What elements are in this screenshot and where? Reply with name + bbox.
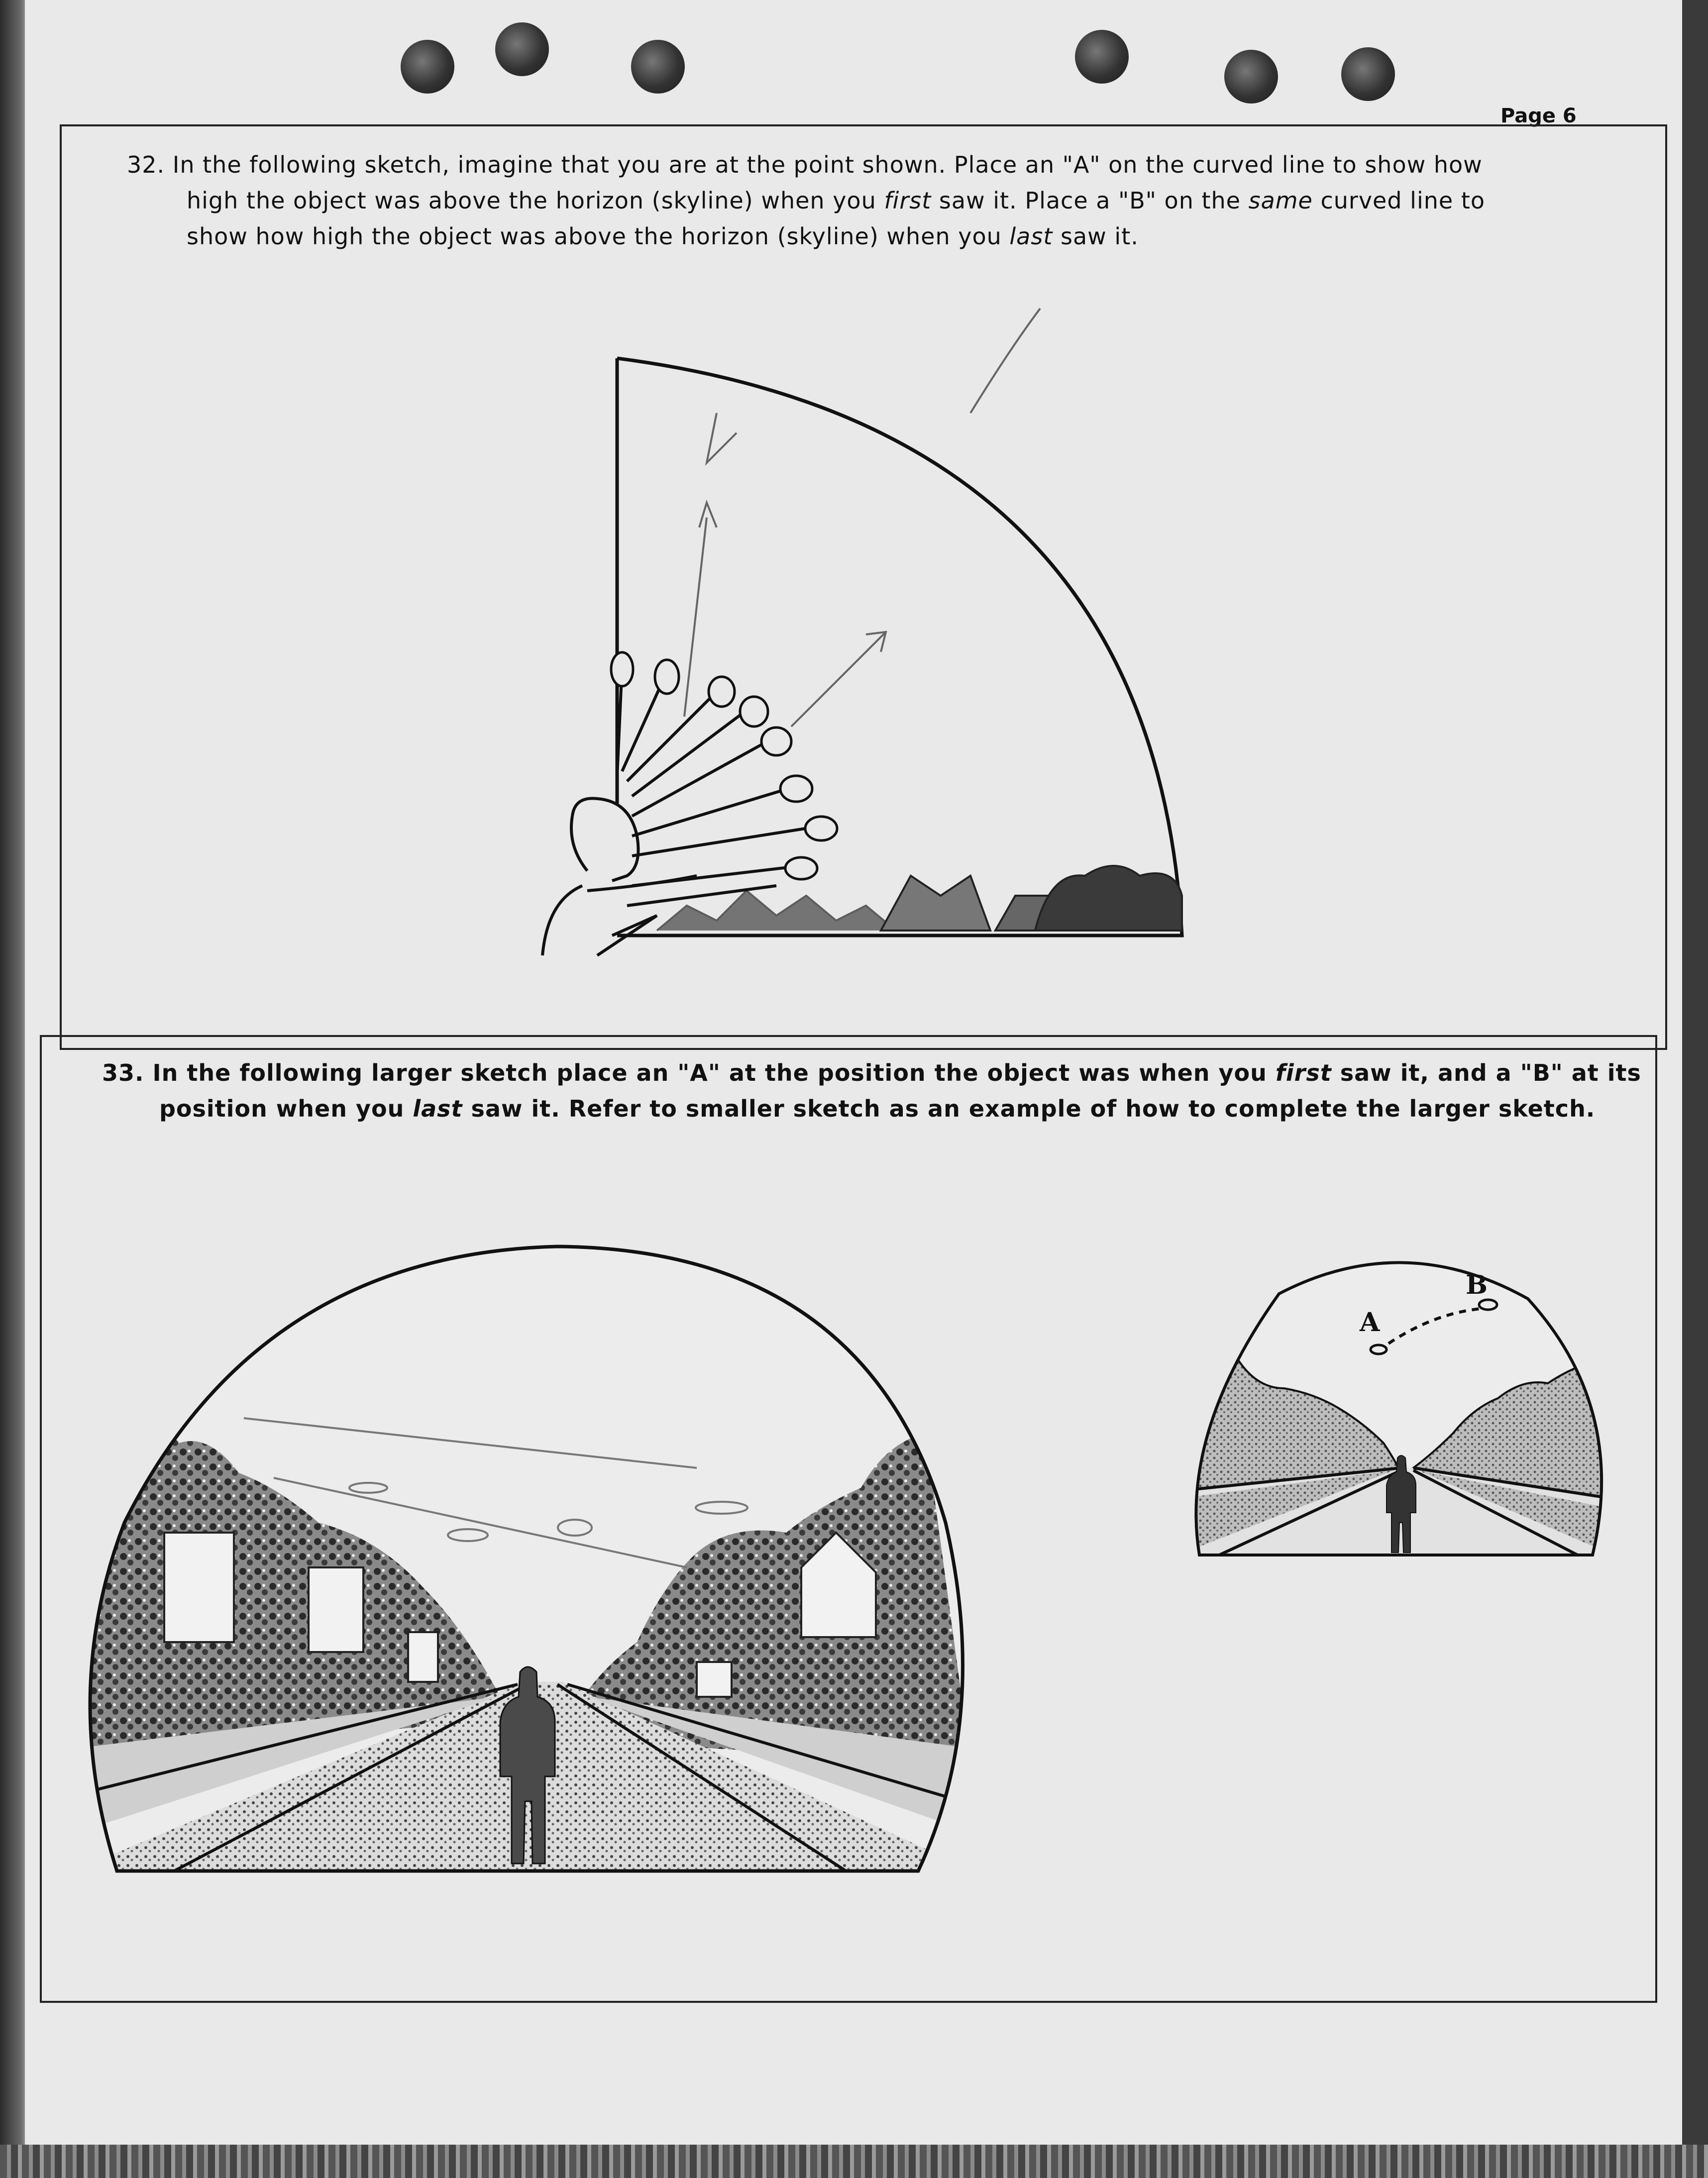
question-32-line-1: 32. In the following sketch, imagine that you are at the point shown. Place an "A" on the curved line to show how [127, 151, 1483, 178]
question-32-number: 32. [127, 151, 165, 178]
question-32-line-2: high the object was above the horizon (skyline) when you first saw it. Place a "B" on the same curved line to [187, 187, 1486, 214]
label-b: B [1466, 1270, 1488, 1300]
question-33-number: 33. [102, 1059, 144, 1086]
question-33-line-2: position when you last saw it. Refer to smaller sketch as an example of how to complete the larger sketch. [159, 1095, 1596, 1122]
question-33-line-1: 33. In the following larger sketch place an "A" at the position the object was when you first saw it, and a "B" at its [102, 1059, 1641, 1086]
page-number: Page 6 [1500, 104, 1577, 127]
question-32-line-3: show how high the object was above the horizon (skyline) when you last saw it. [187, 223, 1139, 250]
label-a: A [1360, 1307, 1380, 1338]
page-bottom-edge [0, 2145, 1708, 2178]
